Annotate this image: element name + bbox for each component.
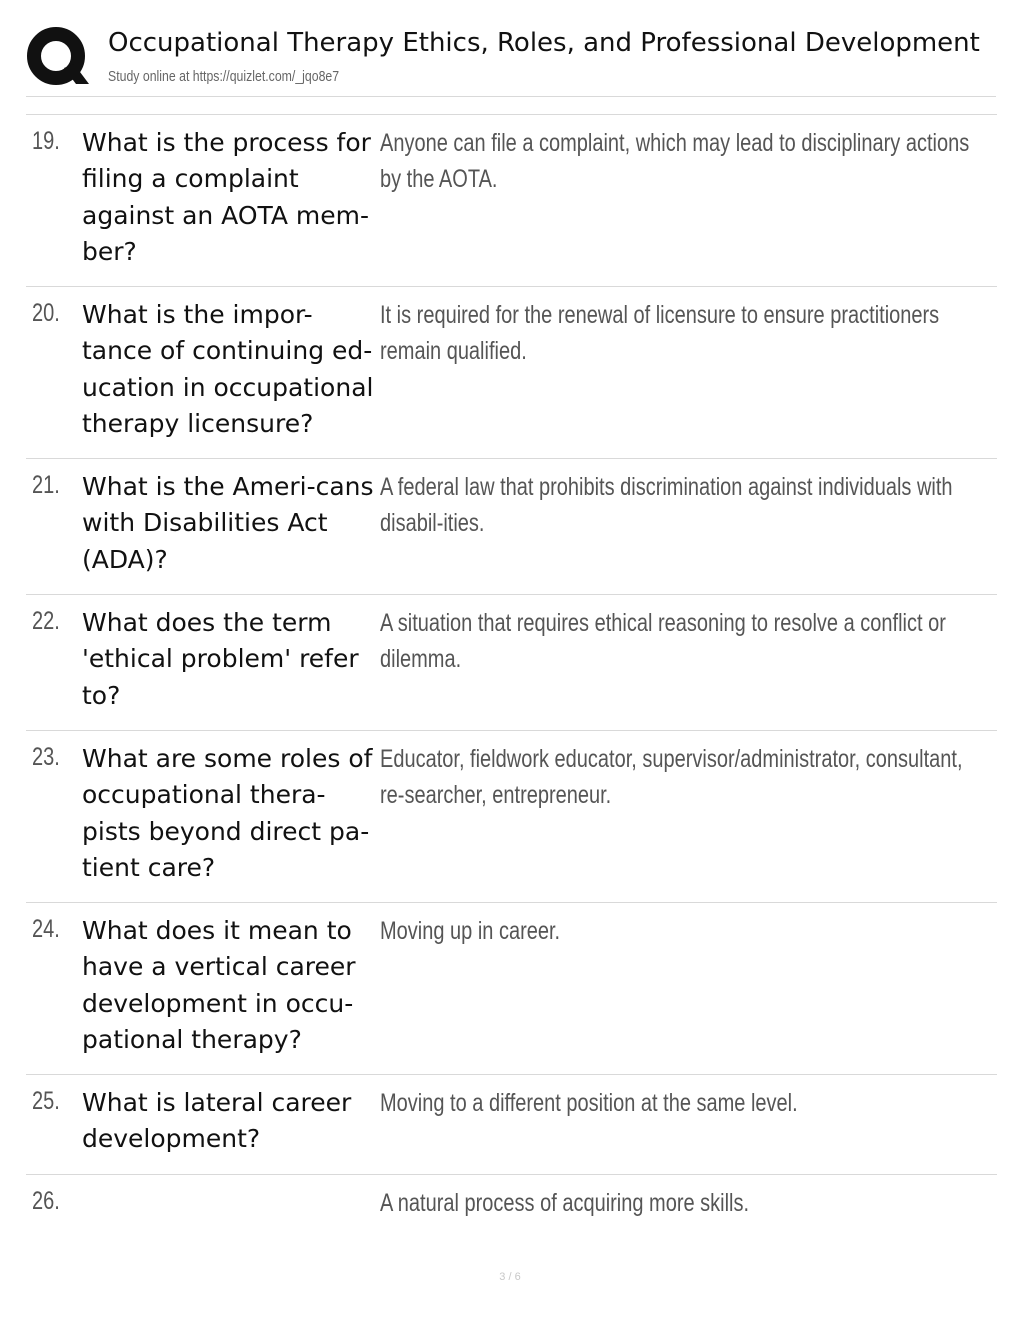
card-answer: A situation that requires ethical reasoning to resolve a conflict or dilemma. xyxy=(380,609,946,674)
card-question: What is lateral career development? xyxy=(82,1088,352,1154)
flashcard-list xyxy=(26,114,997,1235)
card-answer: A federal law that prohibits discrimination against individuals with disabil-ities. xyxy=(380,473,953,538)
card-number: 26. xyxy=(32,1187,60,1215)
flashcard-row xyxy=(26,115,997,287)
page-header xyxy=(26,22,996,97)
card-answer: A natural process of acquiring more skills. xyxy=(380,1189,750,1217)
card-answer: Educator, fieldwork educator, supervisor/administrator, consultant, re-searcher, entrepreneur. xyxy=(380,745,963,810)
card-question: What does it mean to have a vertical career development in occu-pational therapy? xyxy=(82,916,356,1054)
card-number: 24. xyxy=(32,915,60,943)
card-number: 22. xyxy=(32,607,60,635)
page-title: Occupational Therapy Ethics, Roles, and Professional Development xyxy=(108,28,980,58)
card-answer: Anyone can file a complaint, which may lead to disciplinary actions by the AOTA. xyxy=(380,129,970,194)
flashcard-row xyxy=(26,459,997,595)
card-question: What is the Ameri-cans with Disabilities Act (ADA)? xyxy=(82,472,374,574)
flashcard-row xyxy=(26,903,997,1075)
card-number: 19. xyxy=(32,127,60,155)
card-number: 21. xyxy=(32,471,60,499)
card-question: What are some roles of occupational thera-pists beyond direct pa-tient care? xyxy=(82,744,373,882)
flashcard-row xyxy=(26,1175,997,1235)
card-question: What does the term 'ethical problem' refer to? xyxy=(82,608,359,710)
quizlet-logo-icon xyxy=(26,26,90,90)
flashcard-row xyxy=(26,731,997,903)
card-answer: Moving up in career. xyxy=(380,917,561,945)
card-question: What is the impor-tance of continuing ed-ucation in occupational therapy licensure? xyxy=(82,300,374,438)
flashcard-row xyxy=(26,595,997,731)
card-answer: It is required for the renewal of licensure to ensure practitioners remain qualified. xyxy=(380,301,940,366)
card-question: What is the process for filing a complaint against an AOTA mem-ber? xyxy=(82,128,371,266)
card-number: 25. xyxy=(32,1087,60,1115)
flashcard-row xyxy=(26,1075,997,1175)
study-online-link-text: Study online at https://quizlet.com/_jqo8e7 xyxy=(108,68,340,85)
card-number: 23. xyxy=(32,743,60,771)
card-answer: Moving to a different position at the same level. xyxy=(380,1089,798,1117)
flashcard-row xyxy=(26,287,997,459)
page-number: 3 / 6 xyxy=(499,1271,521,1283)
card-number: 20. xyxy=(32,299,60,327)
